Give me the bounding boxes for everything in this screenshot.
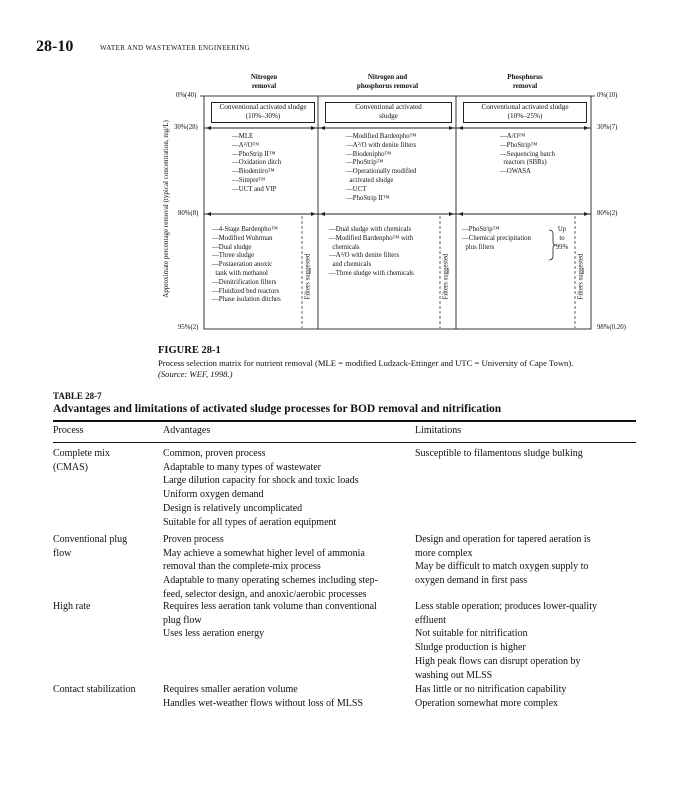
low-list-nitrogen-phosphorus: —Dual sludge with chemicals —Modified Bardenpho™ with chemicals —A²/O with denite filters and chemicals —Three sludge with chemicals	[329, 226, 414, 277]
advantages-cell: Requires smaller aeration volume Handles wet-weather flows without loss of MLSS	[163, 684, 363, 709]
low-list-nitrogen: —4-Stage Bardenpho™ —Modified Wuhrman —Dual sludge —Three sludge —Postaeration anoxic tank with methanol —Denitrification filters —Fluidized bed reactors —Phase isolation ditches	[212, 226, 281, 304]
process-cell: High rate	[53, 601, 91, 612]
limitations-cell: Less stable operation; produces lower-quality effluent Not suitable for nitrification Sludge production is higher High peak flows can disrupt operation by washing out MLSS	[415, 601, 597, 681]
filters-suggested-label-1: Filters suggested	[304, 253, 312, 300]
top-box-phosphorus: Conventional activated sludge (10%–25%)	[463, 102, 587, 123]
mid-list-nitrogen: —MLE —A²/O™ —PhoStrip II™ —Oxidation ditch —Biodenitro™ —Simpre™ —UCT and VIP	[232, 133, 282, 193]
running-title: WATER AND WASTEWATER ENGINEERING	[100, 44, 251, 52]
advantages-cell: Proven process May achieve a somewhat higher level of ammonia removal than the complete-mix process Adaptable to many operating schemes including step- feed, selector design, and anoxic/aerobic processes	[163, 534, 378, 600]
column-head-phosphorus: Phosphorus removal	[507, 73, 543, 90]
page-number: 28-10	[36, 38, 74, 55]
process-cell: Conventional plug flow	[53, 534, 128, 559]
left-tick-95: 95%(2)	[178, 324, 199, 331]
limitations-cell: Design and operation for tapered aeration is more complex May be difficult to match oxygen supply to oxygen demand in first pass	[415, 534, 591, 587]
figure-source: (Source: WEF, 1998.)	[158, 369, 233, 379]
left-tick-30: 30%(28)	[174, 124, 198, 131]
left-tick-0: 0%(40)	[176, 92, 197, 99]
limitations-cell: Susceptible to filamentous sludge bulking	[415, 448, 583, 459]
table-title: Advantages and limitations of activated sludge processes for BOD removal and nitrification	[53, 403, 502, 415]
figure-caption: Process selection matrix for nutrient removal (MLE = modified Ludzack-Ettinger and UTC = University of Cape Town). (Source: WEF, 1998.)	[158, 358, 574, 379]
top-box-nitrogen-phosphorus: Conventional activated sludge	[325, 102, 452, 123]
up-to-99-label: Up to 99%	[555, 226, 569, 251]
table-label: TABLE 28-7	[53, 391, 102, 401]
filters-suggested-label-3: Filters suggested	[577, 253, 585, 300]
process-cell: Complete mix (CMAS)	[53, 448, 110, 473]
right-tick-98: 98%(0.20)	[597, 324, 626, 331]
figure-title: FIGURE 28-1	[158, 345, 221, 356]
header-advantages: Advantages	[163, 425, 211, 436]
right-tick-80: 80%(2)	[597, 210, 618, 217]
table-header-rule	[53, 442, 636, 443]
top-box-nitrogen: Conventional activated sludge (10%–30%)	[211, 102, 315, 123]
header-process: Process	[53, 425, 84, 436]
header-limitations: Limitations	[415, 425, 462, 436]
left-tick-80: 80%(8)	[178, 210, 199, 217]
matrix-lines	[0, 0, 689, 345]
mid-list-phosphorus: —A/O™ —PhoStrip™ —Sequencing batch reactors (SBRs) —OWASA	[500, 133, 555, 176]
column-head-nitrogen: Nitrogen removal	[250, 73, 278, 90]
low-list-phosphorus: —PhoStrip™ —Chemical precipitation plus filters	[462, 226, 531, 251]
mid-list-nitrogen-phosphorus: —Modified Bardenpho™ —A²/O with denite filters —Biodenipho™ —PhoStrip™ —Operationally modified activated sludge —UCT —PhoStrip II™	[346, 133, 417, 202]
process-cell: Contact stabilization	[53, 684, 136, 695]
filters-suggested-label-2: Filters suggested	[442, 253, 450, 300]
right-tick-30: 30%(7)	[597, 124, 618, 131]
table-top-rule	[53, 420, 636, 422]
advantages-cell: Requires less aeration tank volume than conventional plug flow Uses less aeration energy	[163, 601, 377, 640]
y-axis-label: Approximate percentage removal (typical concentration, mg/L)	[162, 120, 170, 298]
advantages-cell: Common, proven process Adaptable to many types of wastewater Large dilution capacity for shock and toxic loads Uniform oxygen demand Design is relatively uncomplicated Suitable for all types of aeration equipment	[163, 448, 359, 528]
right-tick-0: 0%(10)	[597, 92, 618, 99]
column-head-nitrogen-phosphorus: Nitrogen and phosphorus removal	[356, 73, 419, 90]
limitations-cell: Has little or no nitrification capability Operation somewhat more complex	[415, 684, 567, 709]
